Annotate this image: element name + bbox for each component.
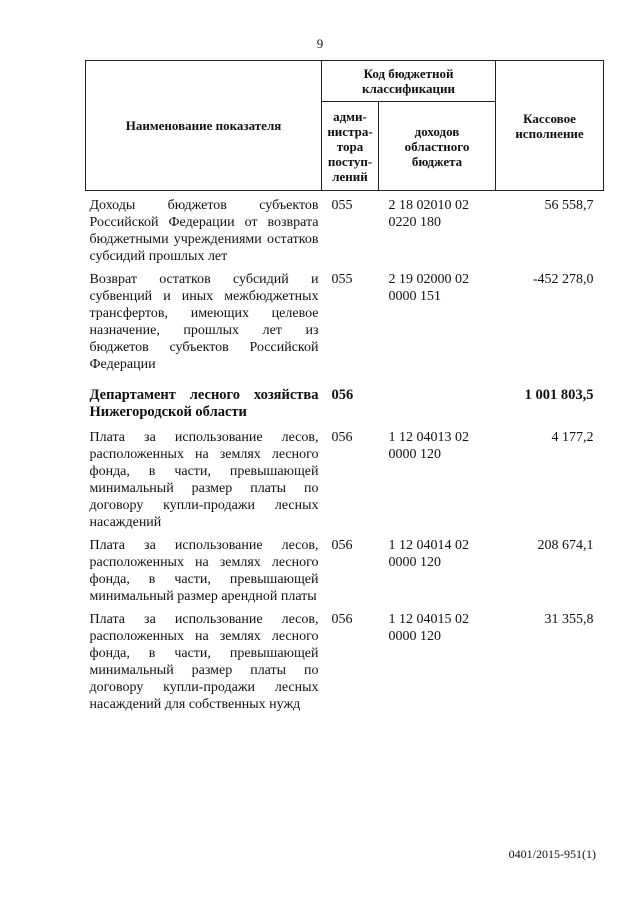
table-row <box>86 191 604 272</box>
department-total-amount: 1 001 803,5 <box>524 387 594 403</box>
indicator-name: Плата за использование лесов, расположенных на землях лесного фонда, в части, превышающей минимальный размер платы по договору купли-продажи лесных насаждений <box>89 430 319 530</box>
table-row <box>86 537 604 611</box>
cash-execution-amount: 208 674,1 <box>537 538 594 553</box>
indicator-name: Плата за использование лесов, расположенных на землях лесного фонда, в части, превышающей минимальный размер арендной платы <box>89 538 319 604</box>
indicator-name: Плата за использование лесов, расположенных на землях лесного фонда, в части, превышающей минимальный размер платы по договору купли-продажи лесных насаждений для собственных нужд <box>89 612 319 712</box>
cash-execution-amount: 31 355,8 <box>544 612 594 627</box>
income-code: 1 12 04014 02 0000 120 <box>388 538 469 570</box>
income-code: 1 12 04013 02 0000 120 <box>388 430 469 462</box>
administrator-code: 055 <box>331 198 353 213</box>
department-row <box>86 379 604 429</box>
administrator-code: 056 <box>331 430 353 445</box>
page-number: 9 <box>316 36 324 51</box>
header-indicator-name: Наименование показателя <box>86 61 322 191</box>
cash-execution-amount: 4 177,2 <box>551 430 594 445</box>
administrator-code: 056 <box>331 538 353 553</box>
table-row <box>86 429 604 537</box>
header-cash-execution: Кассовое исполнение <box>496 61 604 191</box>
administrator-code: 056 <box>331 387 354 403</box>
budget-execution-table <box>85 60 604 719</box>
income-code: 1 12 04015 02 0000 120 <box>388 612 469 644</box>
income-code <box>379 379 496 429</box>
header-administrator-code: адми-нистра-тора поступ-лений <box>322 102 379 191</box>
income-code: 2 18 02010 02 0220 180 <box>388 198 469 230</box>
header-income-code: доходов областного бюджета <box>379 102 496 191</box>
administrator-code: 056 <box>331 612 353 627</box>
table-row <box>86 611 604 719</box>
indicator-name: Доходы бюджетов субъектов Российской Федерации от возврата бюджетными учреждениями остатков субсидий прошлых лет <box>89 198 319 264</box>
cash-execution-amount: -452 278,0 <box>532 272 594 287</box>
document-code: 0401/2015-951(1) <box>508 847 596 861</box>
department-name: Департамент лесного хозяйства Нижегородской области <box>89 387 319 420</box>
indicator-name: Возврат остатков субсидий и субвенций и иных межбюджетных трансфертов, имеющих целевое назначение, прошлых лет из бюджетов субъектов Российской Федерации <box>89 272 319 372</box>
cash-execution-amount: 56 558,7 <box>544 198 594 213</box>
administrator-code: 055 <box>331 272 353 287</box>
table-row <box>86 271 604 379</box>
header-budget-classification: Код бюджетной классификации <box>322 61 496 102</box>
income-code: 2 19 02000 02 0000 151 <box>388 272 469 304</box>
